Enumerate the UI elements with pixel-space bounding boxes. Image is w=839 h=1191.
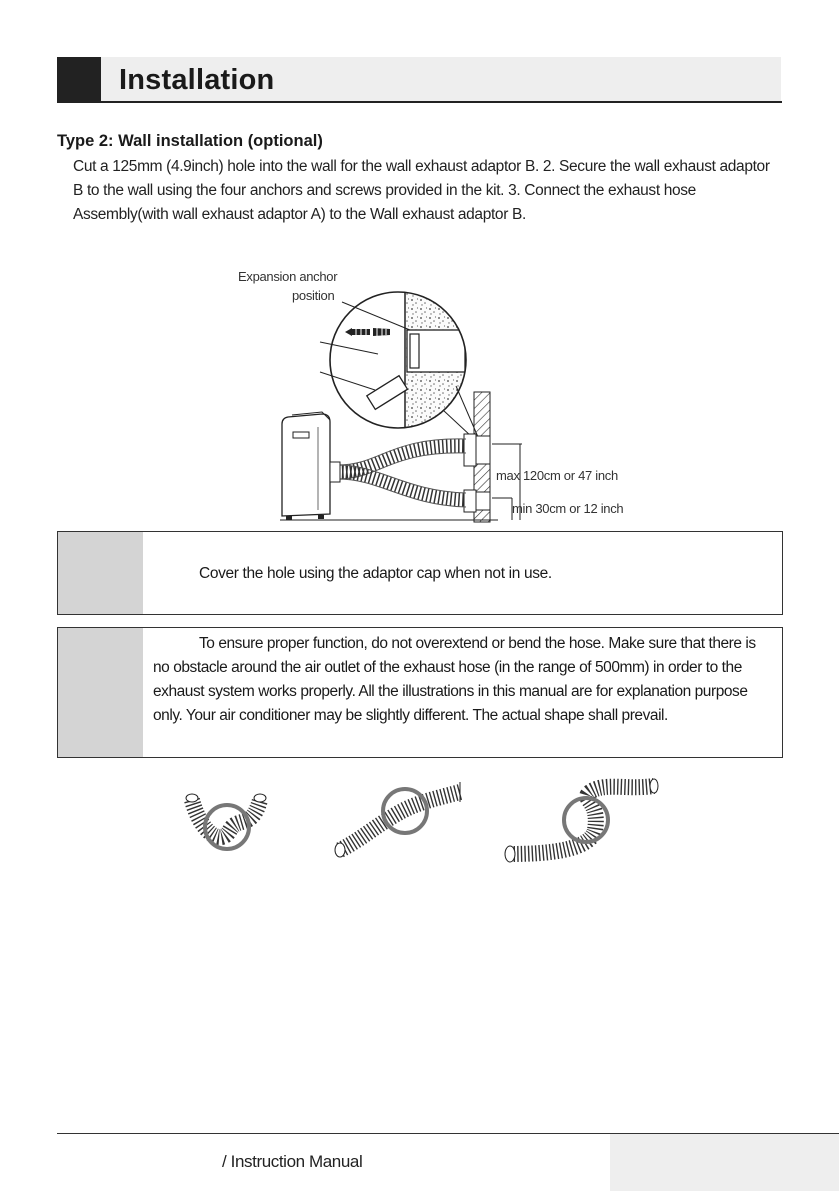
section-title: Type 2: Wall installation (optional) [57,132,323,150]
note-box-adaptor-cap [57,531,783,615]
label-min-height: min 30cm or 12 inch [512,501,624,516]
hose-overextended-icon [505,779,658,862]
air-conditioner-icon [282,412,340,520]
hose-illustrations [180,770,670,870]
page-title: Installation [119,64,275,96]
section-body: Cut a 125mm (4.9inch) hole into the wall for the wall exhaust adaptor B. 2. Secure the wall exhaust adaptor B to the wall using the four anchors and screws provided in the kit. 3. Connect the exhaust hose Assembly(with wall exhaust adaptor A) to the Wall exhaust adaptor B. [73,158,770,223]
header-block [57,57,101,102]
screw-anchor-icon [345,328,390,336]
note-text: To ensure proper function, do not overextend or bend the hose. Make sure that there is no obstacle around the air outlet of the exhaust hose (in the range of 500mm) in order to the exhaust system works properly. All the illustrations in this manual are for explanation purpose only. Your air conditioner may be slightly different. The actual shape shall prevail. [153,635,756,724]
note-box-hose-warning [57,627,783,758]
diagram-illustration [230,262,630,526]
adaptor-cap-icon [367,376,408,410]
note-side-panel [58,628,143,757]
hose-examples [180,770,670,870]
zoom-detail [345,287,465,437]
note-text: Cover the hole using the adaptor cap when not in use. [199,565,552,582]
footer-page-tab [610,1134,839,1191]
hose-s-bend-icon [335,782,460,857]
header-rule [57,101,782,103]
hose-bent-icon [186,794,266,849]
label-max-height: max 120cm or 47 inch [496,468,618,483]
note-side-panel [58,532,143,614]
wall-installation-diagram [230,262,630,526]
label-position: position [292,288,335,303]
footer-text: / Instruction Manual [222,1152,363,1171]
label-expansion-anchor: Expansion anchor [238,269,338,284]
